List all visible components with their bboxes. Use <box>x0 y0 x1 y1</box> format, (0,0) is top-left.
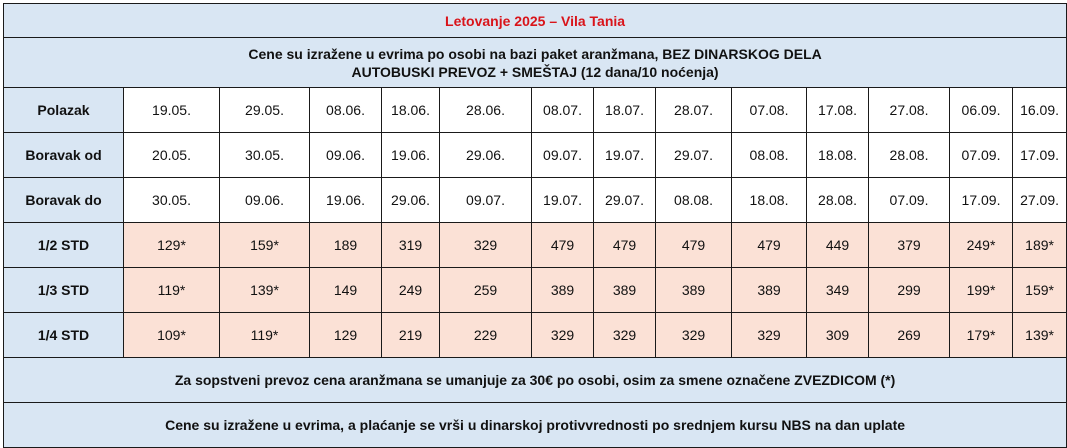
price-cell: 309 <box>807 313 869 358</box>
price-cell: 349 <box>807 268 869 313</box>
price-cell: 119* <box>124 268 220 313</box>
price-cell: 389 <box>532 268 594 313</box>
price-cell: 389 <box>594 268 656 313</box>
price-cell: 479 <box>656 223 732 268</box>
price-cell: 129 <box>310 313 382 358</box>
date-cell: 18.08. <box>807 133 869 178</box>
price-cell: 119* <box>220 313 310 358</box>
price-cell: 319 <box>382 223 440 268</box>
date-cell: 28.08. <box>869 133 950 178</box>
info-line-1: Cene su izražene u evrima po osobi na bazi paket aranžmana, BEZ DINARSKOG DELA <box>248 45 822 62</box>
date-cell: 19.07. <box>594 133 656 178</box>
date-cell: 29.07. <box>594 178 656 223</box>
price-cell: 329 <box>594 313 656 358</box>
price-cell: 129* <box>124 223 220 268</box>
date-cell: 18.07. <box>594 88 656 133</box>
date-cell: 09.07. <box>440 178 532 223</box>
price-cell: 189* <box>1013 223 1067 268</box>
date-cell: 08.07. <box>532 88 594 133</box>
price-cell: 479 <box>594 223 656 268</box>
table-title: Letovanje 2025 – Vila Tania <box>4 4 1067 38</box>
price-cell: 479 <box>732 223 807 268</box>
date-cell: 17.09. <box>1013 133 1067 178</box>
date-cell: 18.08. <box>732 178 807 223</box>
price-cell: 379 <box>869 223 950 268</box>
row-label: 1/2 STD <box>4 223 124 268</box>
note-row <box>4 358 1067 403</box>
date-cell: 07.08. <box>732 88 807 133</box>
date-cell: 20.05. <box>124 133 220 178</box>
date-cell: 09.06. <box>220 178 310 223</box>
row-boravak-do <box>4 178 1067 223</box>
date-cell: 19.05. <box>124 88 220 133</box>
row-1-3-std <box>4 268 1067 313</box>
price-cell: 229 <box>440 313 532 358</box>
date-cell: 07.09. <box>950 133 1013 178</box>
note-text: Cene su izražene u evrima, a plaćanje se vrši u dinarskoj protivvrednosti po srednjem kursu NBS na dan uplate <box>4 403 1067 448</box>
price-cell: 479 <box>532 223 594 268</box>
price-cell: 329 <box>656 313 732 358</box>
date-cell: 29.06. <box>382 178 440 223</box>
info-cell <box>4 38 1067 88</box>
date-cell: 07.09. <box>869 178 950 223</box>
price-cell: 329 <box>440 223 532 268</box>
note-text: Za sopstveni prevoz cena aranžmana se umanjuje za 30€ po osobi, osim za smene označene ZVEZDICOM (*) <box>4 358 1067 403</box>
date-cell: 27.09. <box>1013 178 1067 223</box>
date-cell: 29.07. <box>656 133 732 178</box>
date-cell: 16.09. <box>1013 88 1067 133</box>
date-cell: 28.06. <box>440 88 532 133</box>
row-boravak-od <box>4 133 1067 178</box>
date-cell: 06.09. <box>950 88 1013 133</box>
date-cell: 19.06. <box>310 178 382 223</box>
info-row <box>4 38 1067 88</box>
title-row <box>4 4 1067 38</box>
price-cell: 159* <box>1013 268 1067 313</box>
price-cell: 389 <box>656 268 732 313</box>
price-table <box>3 3 1067 448</box>
date-cell: 28.08. <box>807 178 869 223</box>
date-cell: 08.08. <box>656 178 732 223</box>
price-cell: 159* <box>220 223 310 268</box>
price-cell: 249* <box>950 223 1013 268</box>
date-cell: 29.06. <box>440 133 532 178</box>
price-cell: 179* <box>950 313 1013 358</box>
date-cell: 30.05. <box>220 133 310 178</box>
date-cell: 19.07. <box>532 178 594 223</box>
price-cell: 219 <box>382 313 440 358</box>
row-label: 1/4 STD <box>4 313 124 358</box>
price-cell: 329 <box>732 313 807 358</box>
row-polazak <box>4 88 1067 133</box>
date-cell: 27.08. <box>869 88 950 133</box>
price-cell: 299 <box>869 268 950 313</box>
date-cell: 18.06. <box>382 88 440 133</box>
price-cell: 249 <box>382 268 440 313</box>
price-cell: 329 <box>532 313 594 358</box>
date-cell: 09.06. <box>310 133 382 178</box>
note-row <box>4 403 1067 448</box>
row-label: Boravak do <box>4 178 124 223</box>
row-label: Boravak od <box>4 133 124 178</box>
date-cell: 19.06. <box>382 133 440 178</box>
price-cell: 109* <box>124 313 220 358</box>
row-1-4-std <box>4 313 1067 358</box>
date-cell: 29.05. <box>220 88 310 133</box>
row-label: Polazak <box>4 88 124 133</box>
row-1-2-std <box>4 223 1067 268</box>
price-cell: 269 <box>869 313 950 358</box>
price-cell: 449 <box>807 223 869 268</box>
date-cell: 08.08. <box>732 133 807 178</box>
date-cell: 17.08. <box>807 88 869 133</box>
price-cell: 259 <box>440 268 532 313</box>
date-cell: 30.05. <box>124 178 220 223</box>
info-line-2: AUTOBUSKI PREVOZ + SMEŠTAJ (12 dana/10 noćenja) <box>351 63 719 80</box>
price-cell: 389 <box>732 268 807 313</box>
price-cell: 139* <box>220 268 310 313</box>
row-label: 1/3 STD <box>4 268 124 313</box>
price-cell: 149 <box>310 268 382 313</box>
date-cell: 17.09. <box>950 178 1013 223</box>
price-cell: 189 <box>310 223 382 268</box>
table-body <box>4 4 1067 448</box>
date-cell: 28.07. <box>656 88 732 133</box>
price-cell: 199* <box>950 268 1013 313</box>
date-cell: 09.07. <box>532 133 594 178</box>
date-cell: 08.06. <box>310 88 382 133</box>
price-cell: 139* <box>1013 313 1067 358</box>
